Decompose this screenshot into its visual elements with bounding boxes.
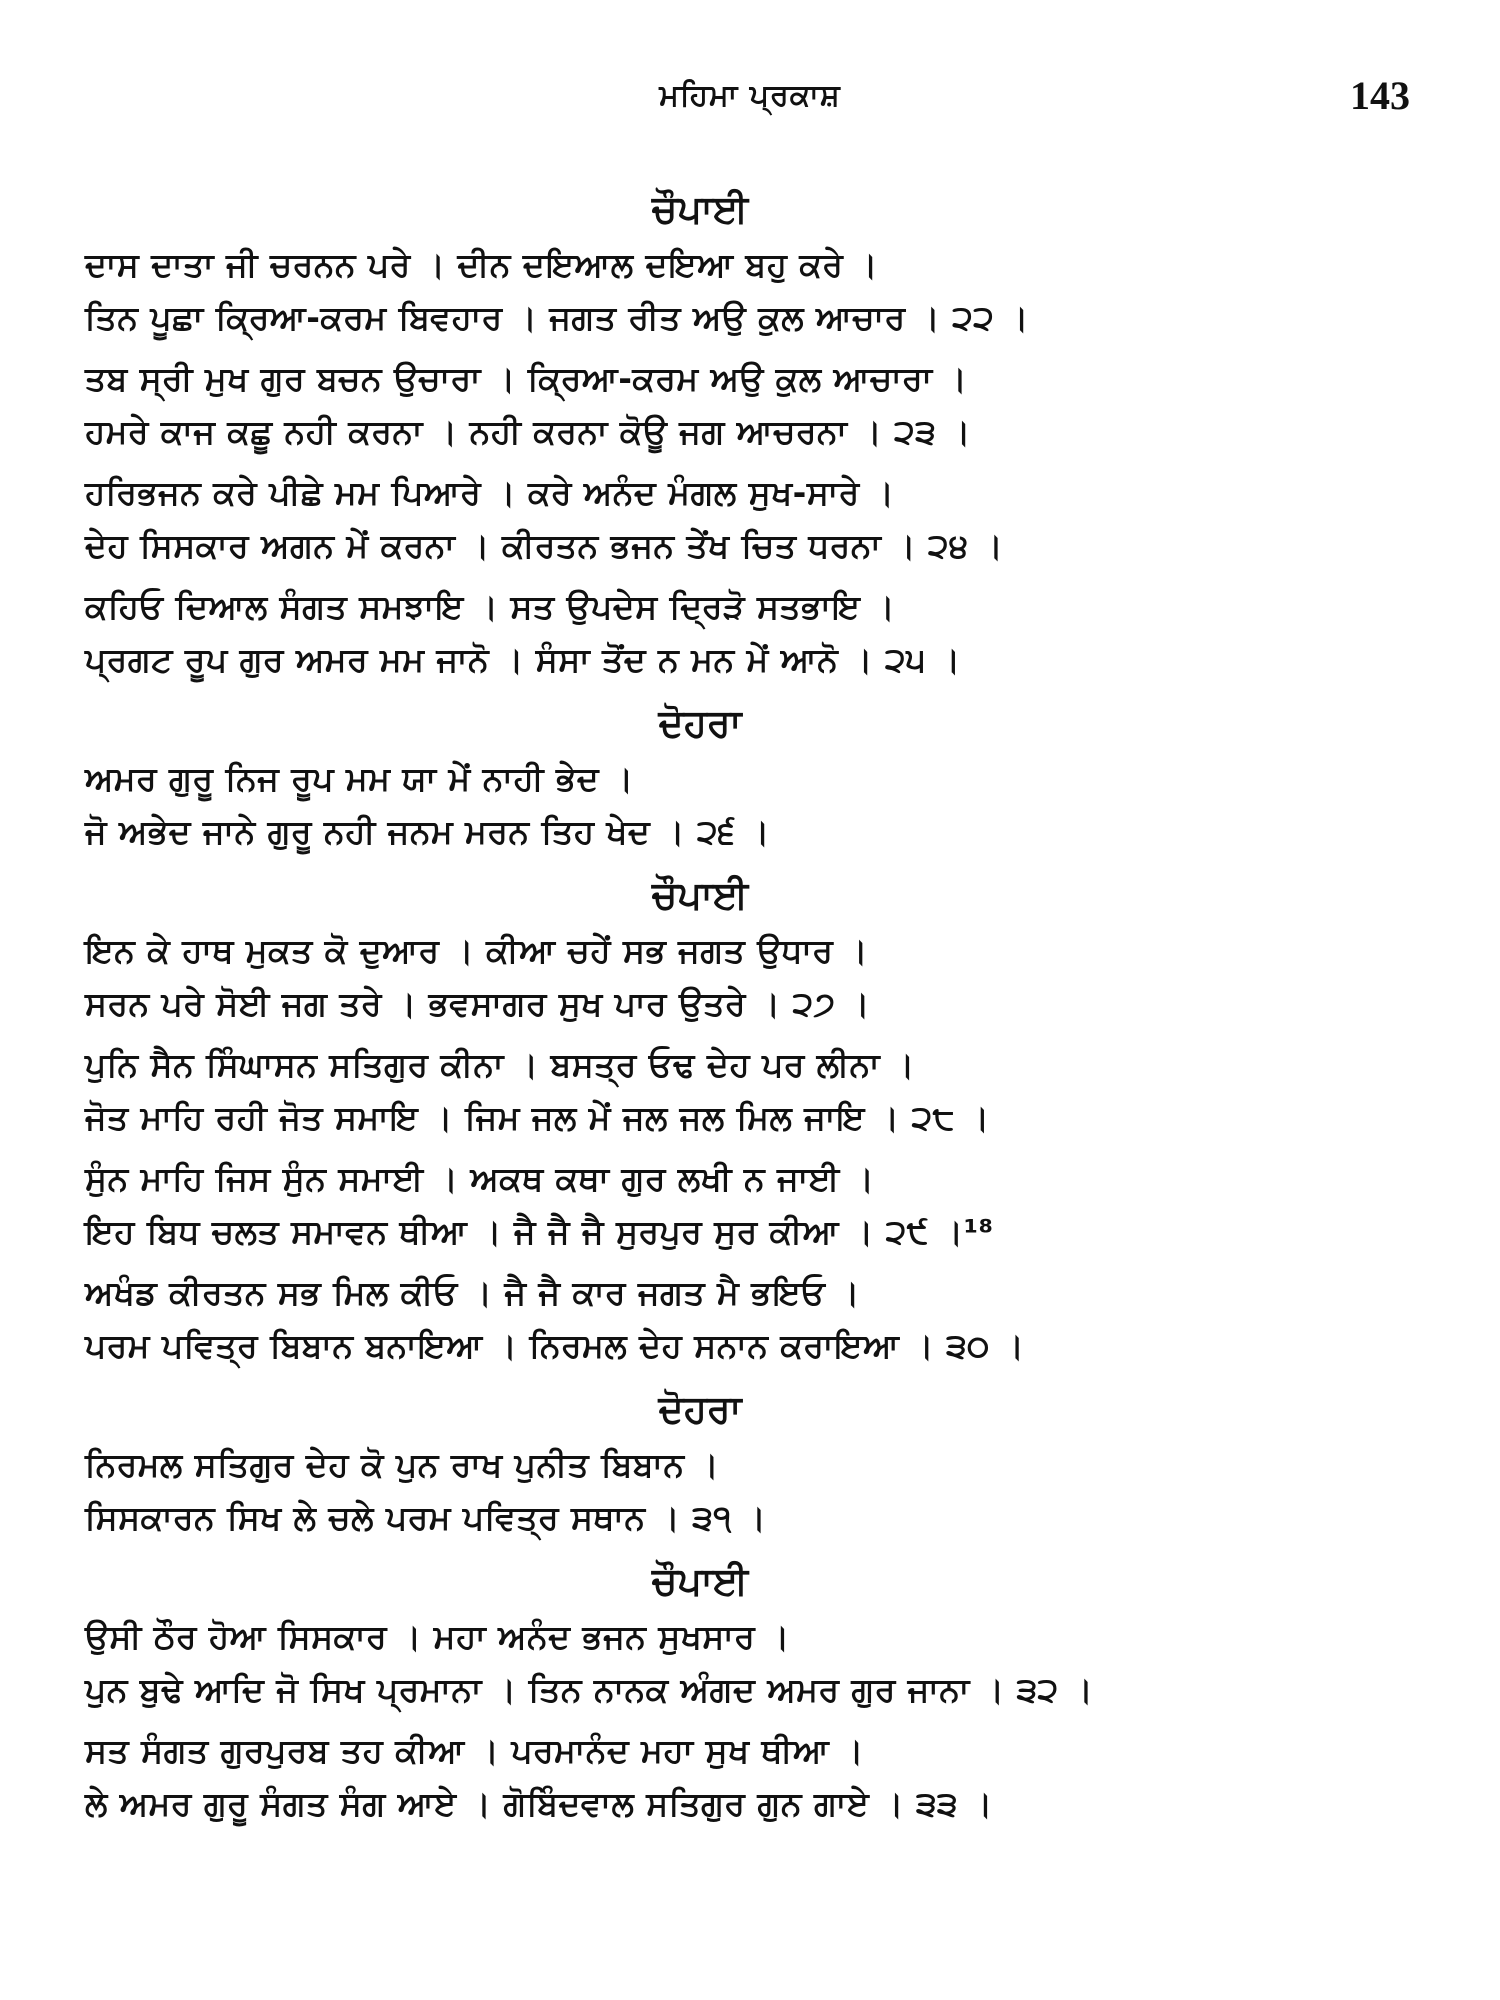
- verse-line: ਸਤ ਸੰਗਤ ਗੁਰਪੁਰਬ ਤਹ ਕੀਆ । ਪਰਮਾਨੰਦ ਮਹਾ ਸੁਖ ਥੀਆ ।: [85, 1731, 864, 1770]
- stanza: [85, 1152, 1405, 1258]
- verse-section: [85, 866, 1405, 1372]
- verse-line: ਇਹ ਬਿਧ ਚਲਤ ਸਮਾਵਨ ਥੀਆ । ਜੈ ਜੈ ਜੈ ਸੁਰਪੁਰ ਸੁਰ ਕੀਆ । ੨੯ ।¹⁸: [85, 1212, 994, 1251]
- page-body: [85, 180, 1405, 1838]
- verse-section: [85, 694, 1405, 858]
- verse-line: ਹਮਰੇ ਕਾਜ ਕਛੂ ਨਹੀ ਕਰਨਾ । ਨਹੀ ਕਰਨਾ ਕੋਊ ਜਗ ਆਚਰਨਾ । ੨੩ ।: [85, 412, 971, 451]
- verse-line: ਹਰਿਭਜਨ ਕਰੇ ਪੀਛੇ ਮਮ ਪਿਆਰੇ । ਕਰੇ ਅਨੰਦ ਮੰਗਲ ਸੁਖ-ਸਾਰੇ ।: [85, 473, 895, 512]
- verse-line: ਦੇਹ ਸਿਸਕਾਰ ਅਗਨ ਮੇਂ ਕਰਨਾ । ਕੀਰਤਨ ਭਜਨ ਤੇਂਖ ਚਿਤ ਧਰਨਾ । ੨੪ ।: [85, 526, 1004, 565]
- verse-line: ਇਨ ਕੇ ਹਾਥ ਮੁਕਤ ਕੋ ਦੁਆਰ । ਕੀਆ ਚਹੇਂ ਸਭ ਜਗਤ ਉਧਾਰ ।: [85, 931, 869, 970]
- page-header: [0, 73, 1500, 128]
- verse-line: ਲੇ ਅਮਰ ਗੁਰੂ ਸੰਗਤ ਸੰਗ ਆਏ । ਗੋਬਿੰਦਵਾਲ ਸਤਿਗੁਰ ਗੁਨ ਗਾਏ । ੩੩ ।: [85, 1784, 993, 1823]
- stanza: [85, 1038, 1405, 1144]
- stanza: [85, 924, 1405, 1030]
- stanza: [85, 238, 1405, 344]
- stanza: [85, 466, 1405, 572]
- verse-line: ਨਿਰਮਲ ਸਤਿਗੁਰ ਦੇਹ ਕੋ ਪੁਨ ਰਾਖ ਪੁਨੀਤ ਬਿਬਾਨ ।: [85, 1445, 720, 1484]
- verse-line: ਸੁੰਨ ਮਾਹਿ ਜਿਸ ਸੁੰਨ ਸਮਾਈ । ਅਕਥ ਕਥਾ ਗੁਰ ਲਖੀ ਨ ਜਾਈ ।: [85, 1159, 875, 1198]
- running-title: ਮਹਿਮਾ ਪ੍ਰਕਾਸ਼: [659, 78, 841, 113]
- verse-line: ਸਿਸਕਾਰਨ ਸਿਖ ਲੇ ਚਲੇ ਪਰਮ ਪਵਿਤ੍ਰ ਸਥਾਨ । ੩੧ ।: [85, 1498, 767, 1537]
- verse-line: ਪੁਨਿ ਸੈਨ ਸਿੰਘਾਸਨ ਸਤਿਗੁਰ ਕੀਨਾ । ਬਸਤ੍ਰ ਓਢ ਦੇਹ ਪਰ ਲੀਨਾ ।: [85, 1045, 915, 1084]
- section-heading: ਦੋਹਰਾ: [658, 701, 742, 745]
- section-heading: ਚੌਪਾਈ: [651, 873, 749, 917]
- stanza: [85, 1724, 1405, 1830]
- section-heading: ਚੌਪਾਈ: [651, 1559, 749, 1603]
- verse-line: ਪੁਨ ਬੁਢੇ ਆਦਿ ਜੋ ਸਿਖ ਪ੍ਰਮਾਨਾ । ਤਿਨ ਨਾਨਕ ਅੰਗਦ ਅਮਰ ਗੁਰ ਜਾਨਾ । ੩੨ ।: [85, 1670, 1094, 1709]
- verse-section: [85, 180, 1405, 686]
- verse-line: ਅਖੰਡ ਕੀਰਤਨ ਸਭ ਮਿਲ ਕੀਓ । ਜੈ ਜੈ ਕਾਰ ਜਗਤ ਮੈ ਭਇਓ ।: [85, 1273, 861, 1312]
- stanza: [85, 1266, 1405, 1372]
- verse-line: ਜੋ ਅਭੇਦ ਜਾਨੇ ਗੁਰੂ ਨਹੀ ਜਨਮ ਮਰਨ ਤਿਹ ਖੇਦ । ੨੬ ।: [85, 812, 771, 851]
- verse-line: ਸਰਨ ਪਰੇ ਸੋਈ ਜਗ ਤਰੇ । ਭਵਸਾਗਰ ਸੁਖ ਪਾਰ ਉਤਰੇ । ੨੭ ।: [85, 984, 871, 1023]
- stanza: [85, 1438, 1405, 1544]
- verse-section: [85, 1552, 1405, 1830]
- stanza: [85, 1610, 1405, 1716]
- verse-line: ਕਹਿਓ ਦਿਆਲ ਸੰਗਤ ਸਮਝਾਇ । ਸਤ ਉਪਦੇਸ ਦ੍ਰਿੜੋ ਸਤਭਾਇ ।: [85, 587, 896, 626]
- stanza: [85, 580, 1405, 686]
- section-heading: ਚੌਪਾਈ: [651, 187, 749, 231]
- verse-line: ਤਬ ਸ੍ਰੀ ਮੁਖ ਗੁਰ ਬਚਨ ਉਚਾਰਾ । ਕ੍ਰਿਆ-ਕਰਮ ਅਉ ਕੁਲ ਆਚਾਰਾ ।: [85, 359, 968, 398]
- verse-line: ਅਮਰ ਗੁਰੂ ਨਿਜ ਰੂਪ ਮਮ ਯਾ ਮੇਂ ਨਾਹੀ ਭੇਦ ।: [85, 759, 634, 798]
- verse-line: ਪ੍ਰਗਟ ਰੂਪ ਗੁਰ ਅਮਰ ਮਮ ਜਾਨੋ । ਸੰਸਾ ਤੋਂਦ ਨ ਮਨ ਮੇਂ ਆਨੋ । ੨੫ ।: [85, 640, 961, 679]
- verse-line: ਉਸੀ ਠੌਰ ਹੋਆ ਸਿਸਕਾਰ । ਮਹਾ ਅਨੰਦ ਭਜਨ ਸੁਖਸਾਰ ।: [85, 1617, 790, 1656]
- section-heading: ਦੋਹਰਾ: [658, 1387, 742, 1431]
- verse-line: ਪਰਮ ਪਵਿਤ੍ਰ ਬਿਬਾਨ ਬਨਾਇਆ । ਨਿਰਮਲ ਦੇਹ ਸਨਾਨ ਕਰਾਇਆ । ੩੦ ।: [85, 1326, 1025, 1365]
- page-number: 143: [1350, 73, 1410, 118]
- verse-section: [85, 1380, 1405, 1544]
- stanza: [85, 752, 1405, 858]
- verse-line: ਤਿਨ ਪੂਛਾ ਕ੍ਰਿਆ-ਕਰਮ ਬਿਵਹਾਰ । ਜਗਤ ਰੀਤ ਅਉ ਕੁਲ ਆਚਾਰ । ੨੨ ।: [85, 298, 1030, 337]
- verse-line: ਜੋਤ ਮਾਹਿ ਰਹੀ ਜੋਤ ਸਮਾਇ । ਜਿਮ ਜਲ ਮੇਂ ਜਲ ਜਲ ਮਿਲ ਜਾਇ । ੨੮ ।: [85, 1098, 990, 1137]
- stanza: [85, 352, 1405, 458]
- verse-line: ਦਾਸ ਦਾਤਾ ਜੀ ਚਰਨਨ ਪਰੇ । ਦੀਨ ਦਇਆਲ ਦਇਆ ਬਹੁ ਕਰੇ ।: [85, 245, 879, 284]
